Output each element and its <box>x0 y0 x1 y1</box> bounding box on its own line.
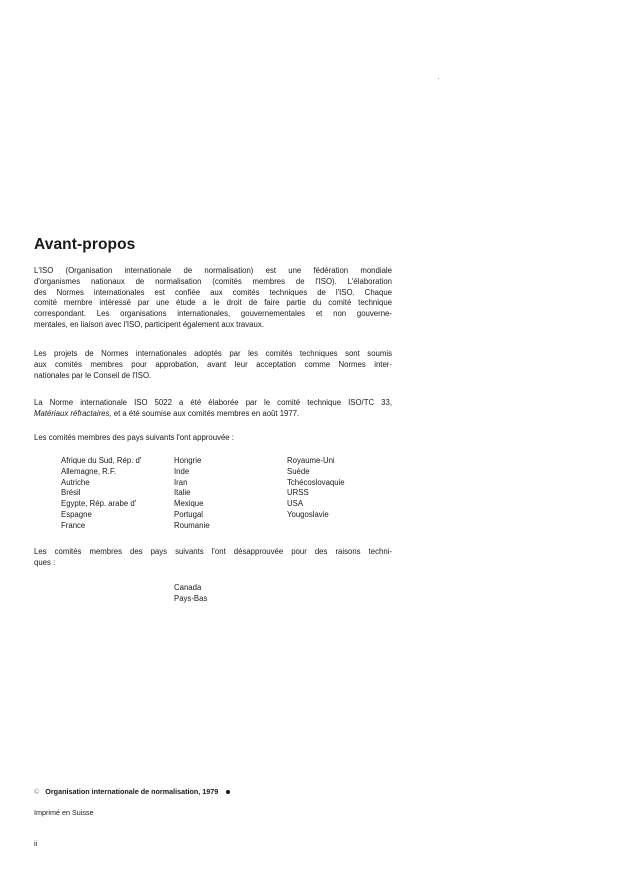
country-item: Pays-Bas <box>174 593 208 603</box>
printed-in-notice: Imprimé en Suisse <box>34 808 94 817</box>
country-item: Afrique du Sud, Rép. d' <box>61 456 142 465</box>
scan-speck <box>438 78 439 79</box>
country-item: Canada <box>174 583 202 592</box>
bullet-dot-icon <box>226 790 230 794</box>
country-item: Tchécoslovaquie <box>287 477 345 487</box>
country-item: Autriche <box>61 477 90 487</box>
country-item: France <box>61 520 86 530</box>
country-item: URSS <box>287 488 309 498</box>
paragraph-line: des Normes internationales est confiée aux comités techniques de l'ISO. Chaque <box>34 287 392 297</box>
country-item: Royaume-Uni <box>287 456 335 465</box>
paragraph-line: aux comités membres pour approbation, avant leur acceptation comme Normes inter- <box>34 359 392 369</box>
paragraph-line: nationales par le Conseil de l'ISO. <box>34 370 152 380</box>
paragraph-line: d'organismes nationaux de normalisation (comités membres de l'ISO). L'élaboration <box>34 276 392 286</box>
paragraph-line: Les comités membres des pays suivants l'ont approuvée : <box>34 433 234 442</box>
country-item: Allemagne, R.F. <box>61 466 117 476</box>
paragraph-line: La Norme internationale ISO 5022 a été élaborée par le comité technique ISO/TC 33, <box>34 398 392 407</box>
paragraph-line: Les projets de Normes internationales adoptés par les comités techniques sont soumis <box>34 349 392 358</box>
country-item: Yougoslavie <box>287 509 329 519</box>
approved-countries-column-1 <box>61 456 141 532</box>
paragraph-disapproved-intro <box>34 547 392 569</box>
country-item: Egypte, Rép. arabe d' <box>61 499 137 509</box>
copyright-notice <box>34 787 230 796</box>
country-item: Inde <box>174 466 190 476</box>
paragraph-line: Les comités membres des pays suivants l'ont désapprouvée pour des raisons techni- <box>34 547 392 556</box>
country-item: Suède <box>287 466 310 476</box>
copyright-icon: © <box>34 787 40 796</box>
paragraph-line: comité membre intéressé par une étude a le droit de faire partie du comité technique <box>34 298 392 308</box>
page-title: Avant-propos <box>34 236 136 253</box>
country-item: Espagne <box>61 509 92 519</box>
paragraph-line: correspondant. Les organisations internationales, gouvernementales et non gouverne- <box>34 309 392 319</box>
paragraph-iso-intro <box>34 266 392 331</box>
committee-title: Matériaux réfractaires, <box>34 408 112 418</box>
country-item: Iran <box>174 477 188 487</box>
paragraph-adoption <box>34 349 392 381</box>
disapproved-countries-list <box>174 583 207 605</box>
paragraph-line: L'ISO (Organisation internationale de normalisation) est une fédération mondiale <box>34 266 392 275</box>
paragraph-line <box>34 409 392 420</box>
country-item: Roumanie <box>174 520 210 530</box>
paragraph-approved-intro <box>34 433 392 444</box>
page-number: ii <box>34 839 38 848</box>
country-item: Hongrie <box>174 456 202 465</box>
country-item: USA <box>287 499 304 509</box>
approved-countries-column-3 <box>287 456 345 521</box>
country-item: Mexique <box>174 499 204 509</box>
country-item: Italie <box>174 488 191 498</box>
country-item: Portugal <box>174 509 204 519</box>
copyright-text: Organisation internationale de normalisation, 1979 <box>45 787 219 796</box>
paragraph-line: ques : <box>34 557 56 567</box>
country-item: Brésil <box>61 488 81 498</box>
paragraph-line: mentales, en liaison avec l'ISO, participent également aux travaux. <box>34 319 264 329</box>
paragraph-line-rest: et a été soumise aux comités membres en août 1977. <box>111 408 300 418</box>
paragraph-iso-5022 <box>34 398 392 420</box>
approved-countries-column-2 <box>174 456 210 532</box>
